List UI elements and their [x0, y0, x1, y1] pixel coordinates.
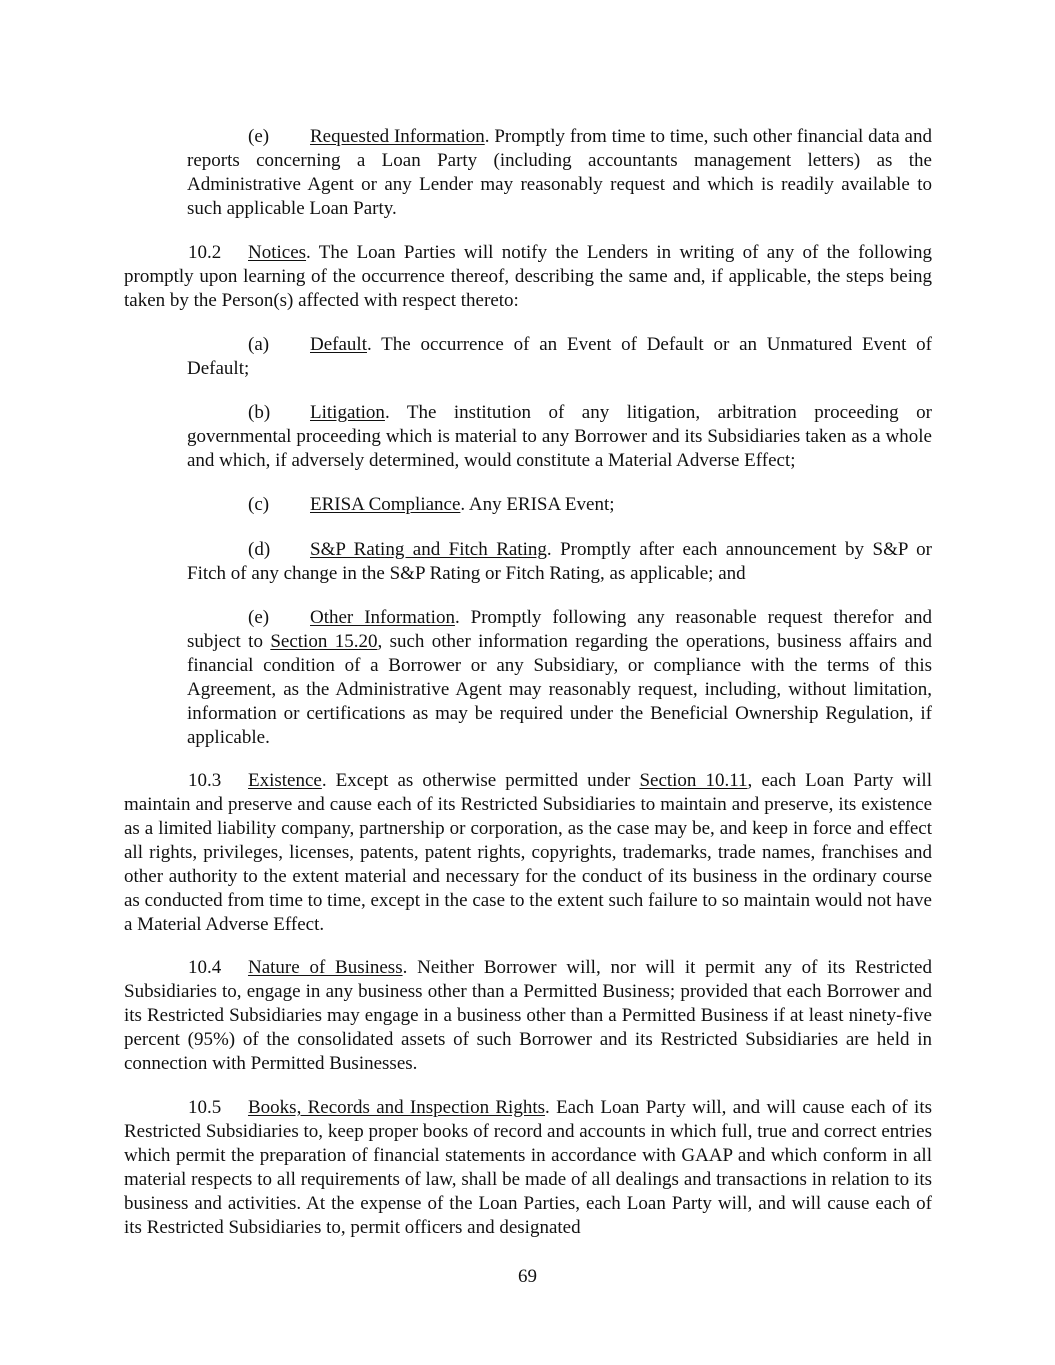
item-number: (b): [248, 402, 271, 423]
section-reference-link: Section 10.11: [639, 770, 748, 791]
section-text: . The Loan Parties will notify the Lenders in writing of any of the following promptly upon learning of the occurrence thereof, describing the same and, if applicable, the steps being taken by the Person(s) affected with respect thereto:: [124, 242, 932, 311]
paragraph-b-litigation: [187, 401, 932, 473]
page-number: 69: [518, 1266, 537, 1287]
item-number: (a): [248, 334, 270, 355]
item-number: (e): [248, 126, 270, 147]
paragraph-a-default: [187, 333, 932, 381]
section-heading: Books, Records and Inspection Rights: [248, 1097, 546, 1118]
item-text: . Promptly after each announcement by S&P or Fitch of any change in the S&P Rating or Fitch Rating, as applicable; and: [187, 539, 933, 584]
section-heading: Notices: [248, 242, 307, 263]
item-number: (c): [248, 494, 270, 515]
item-text: . The occurrence of an Event of Default or an Unmatured Event of Default;: [187, 334, 932, 379]
item-heading: S&P Rating and Fitch Rating: [310, 539, 547, 560]
section-reference-link: Section 15.20: [270, 631, 378, 652]
item-text: . Promptly from time to time, such other financial data and reports concerning a Loan Party (including accountants management letters) as the Administrative Agent or any Lender may reasonably request and which is readily available to such applicable Loan Party.: [187, 126, 932, 219]
section-heading: Existence: [248, 770, 322, 791]
paragraph-10-2-notices: [124, 241, 932, 313]
section-number: 10.4: [188, 957, 222, 978]
section-text: . Neither Borrower will, nor will it permit any of its Restricted Subsidiaries to, engage in any business other than a Permitted Business; provided that each Borrower and its Restricted Subsidiaries may engage in a business other than a Permitted Business if at least ninety-five percent (95%) of the consolidated assets of such Borrower and its Restricted Subsidiaries are held in connection with Permitted Businesses.: [124, 957, 932, 1074]
paragraph-10-3-existence: [124, 769, 932, 937]
item-text-before-ref: . Promptly following any reasonable request therefor and subject to: [187, 607, 932, 652]
section-number: 10.2: [188, 242, 222, 263]
section-text-before-ref: . Except as otherwise permitted under: [321, 770, 640, 791]
paragraph-10-4-nature-of-business: [124, 956, 932, 1076]
paragraph-c-erisa: [187, 493, 932, 517]
item-heading: Litigation: [310, 402, 385, 423]
item-heading: Other Information: [310, 607, 455, 628]
item-number: (d): [248, 539, 271, 560]
paragraph-e-requested-information: [187, 125, 932, 221]
item-number: (e): [248, 607, 270, 628]
item-heading: Requested Information: [310, 126, 485, 147]
paragraph-d-rating: [187, 538, 932, 586]
item-text: . The institution of any litigation, arbitration proceeding or governmental proceeding which is material to any Borrower and its Subsidiaries taken as a whole and which, if adversely determined, would constitute a Material Adverse Effect;: [187, 402, 932, 471]
item-heading: Default: [310, 334, 367, 355]
section-text: . Each Loan Party will, and will cause each of its Restricted Subsidiaries to, keep proper books of record and accounts in which full, true and correct entries which permit the preparation of financial statements in accordance with GAAP and which conform in all material respects to all requirements of law, shall be made of all dealings and transactions in relation to its business and activities. At the expense of the Loan Parties, each Loan Party will, and will cause each of its Restricted Subsidiaries to, permit officers and designated: [124, 1097, 933, 1238]
section-number: 10.3: [188, 770, 222, 791]
item-text-after-ref: , such other information regarding the operations, business affairs and financial condition of a Borrower or any Subsidiary, or compliance with the terms of this Agreement, as the Administrative Agent may reasonably request, including, without limitation, information or certifications as may be required under the Beneficial Ownership Regulation, if applicable.: [187, 631, 932, 748]
section-number: 10.5: [188, 1097, 222, 1118]
paragraph-10-5-books-records: [124, 1096, 932, 1240]
item-heading: ERISA Compliance: [310, 494, 461, 515]
item-text: . Any ERISA Event;: [460, 494, 615, 515]
section-heading: Nature of Business: [248, 957, 403, 978]
paragraph-e-other-information: [187, 606, 932, 750]
section-text-after-ref: , each Loan Party will maintain and preserve and cause each of its Restricted Subsidiaries to maintain and preserve, its existence as a limited liability company, partnership or corporation, as the case may be, and keep in force and effect all rights, privileges, licenses, patents, patent rights, copyrights, trademarks, trade names, franchises and other authority to the extent material and necessary for the conduct of its business in the ordinary course as conducted from time to time, except in the case to the extent such failure to so maintain would not have a Material Adverse Effect.: [124, 770, 932, 935]
